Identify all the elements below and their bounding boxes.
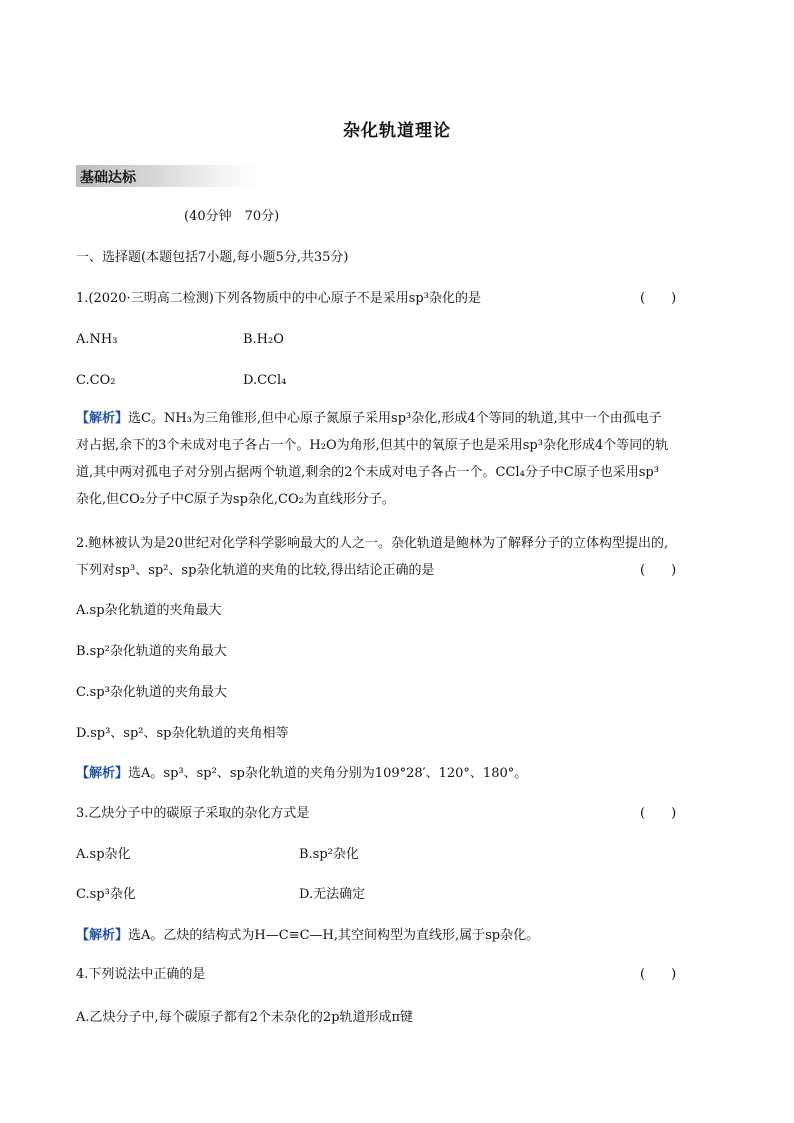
- q2-analysis-text: 选A。sp³、sp²、sp杂化轨道的夹角分别为109°28′、120°、180°。: [128, 766, 528, 781]
- q4-answer-paren: ( ): [640, 967, 677, 982]
- q3-option-b: B.sp²杂化: [299, 847, 359, 862]
- q1-answer-paren: ( ): [640, 291, 677, 306]
- q4-option-a: A.乙炔分子中,每个碳原子都有2个未杂化的2p轨道形成π键: [76, 1010, 414, 1025]
- q1-option-c: C.CO₂: [76, 373, 116, 388]
- q1-analysis-line2: 对占据,余下的3个未成对电子各占一个。H₂O为角形,但其中的氧原子也是采用sp³杂化形成4个等同的轨: [76, 438, 669, 453]
- q2-stem: [76, 530, 726, 584]
- part-heading: 一、选择题(本题包括7小题,每小题5分,共35分): [76, 250, 349, 265]
- q3-option-c: C.sp³杂化: [76, 887, 136, 902]
- time-score: (40分钟 70分): [184, 209, 280, 224]
- q2-stem-line2: 下列对sp³、sp²、sp杂化轨道的夹角的比较,得出结论正确的是: [76, 563, 435, 578]
- page-title: 杂化轨道理论: [343, 121, 451, 141]
- analysis-label: 【解析】: [76, 411, 129, 426]
- q3-stem: 3.乙炔分子中的碳原子采取的杂化方式是: [76, 806, 310, 821]
- q2-option-b: B.sp²杂化轨道的夹角最大: [76, 644, 227, 659]
- q2-analysis: [76, 764, 527, 784]
- section-banner: [76, 165, 260, 187]
- q3-analysis-text: 选A。乙炔的结构式为H—C≡C—H,其空间构型为直线形,属于sp杂化。: [128, 928, 540, 943]
- analysis-label: 【解析】: [76, 766, 129, 781]
- q1-stem: 1.(2020·三明高二检测)下列各物质中的中心原子不是采用sp³杂化的是: [76, 291, 481, 306]
- q2-option-c: C.sp³杂化轨道的夹角最大: [76, 685, 227, 700]
- q1-option-b: B.H₂O: [243, 332, 284, 347]
- q2-answer-paren: ( ): [640, 563, 677, 578]
- q2-option-d: D.sp³、sp²、sp杂化轨道的夹角相等: [76, 726, 289, 741]
- q1-option-d: D.CCl₄: [243, 373, 287, 388]
- q1-analysis: [76, 405, 726, 513]
- q3-analysis: [76, 926, 539, 946]
- q3-option-d: D.无法确定: [299, 887, 366, 902]
- q2-option-a: A.sp杂化轨道的夹角最大: [76, 603, 222, 618]
- q1-analysis-line1: 选C。NH₃为三角锥形,但中心原子氮原子采用sp³杂化,形成4个等同的轨道,其中一个由孤电子: [128, 411, 662, 426]
- q4-stem: 4.下列说法中正确的是: [76, 967, 206, 982]
- q1-analysis-line3: 道,其中两对孤电子对分别占据两个轨道,剩余的2个未成对电子各占一个。CCl₄分子中C原子也采用sp³: [76, 465, 659, 480]
- q2-stem-line1: 2.鲍林被认为是20世纪对化学科学影响最大的人之一。杂化轨道是鲍林为了解释分子的立体构型提出的,: [76, 536, 669, 551]
- q3-option-a: A.sp杂化: [76, 847, 131, 862]
- q1-option-a: A.NH₃: [76, 332, 118, 347]
- q1-analysis-line4: 杂化,但CO₂分子中C原子为sp杂化,CO₂为直线形分子。: [76, 492, 395, 507]
- analysis-label: 【解析】: [76, 928, 129, 943]
- section-label: 基础达标: [80, 170, 136, 186]
- q3-answer-paren: ( ): [640, 806, 677, 821]
